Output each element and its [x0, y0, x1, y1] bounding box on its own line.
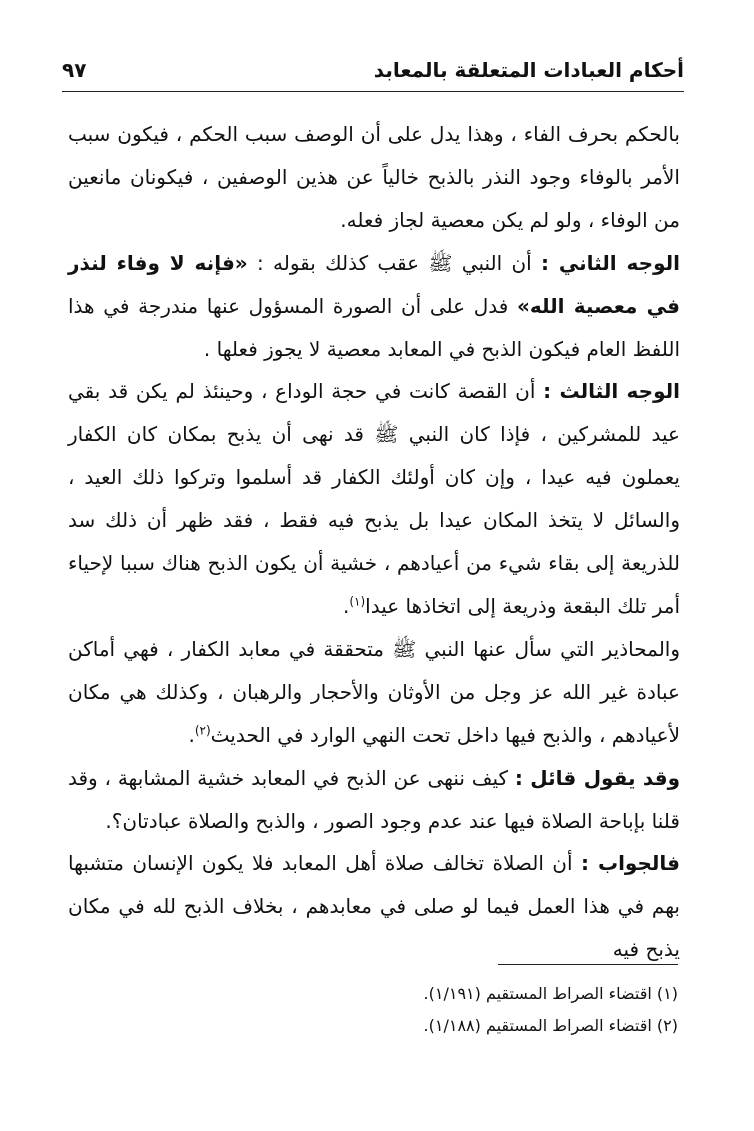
paragraph-5-lead: وقد يقول قائل :	[514, 765, 680, 790]
footnotes	[178, 978, 678, 1042]
paragraph-2-text-1: أن النبي ﷺ عقب كذلك بقوله :	[247, 250, 541, 275]
page-header	[62, 56, 684, 94]
paragraph-3-lead: الوجه الثالث :	[543, 379, 681, 404]
footnote-ref-2: (٢)	[194, 723, 211, 738]
footnote-ref-1: (١)	[349, 594, 366, 609]
running-title: أحكام العبادات المتعلقة بالمعابد	[373, 58, 684, 82]
hadith-quote: «فإنه لا وفاء لنذر في معصية الله»	[68, 250, 681, 318]
paragraph-5	[68, 757, 680, 843]
paragraph-4	[68, 628, 680, 757]
footnote-rule	[498, 964, 678, 965]
paragraph-4-text: والمحاذير التي سأل عنها النبي ﷺ متحققة في معابد الكفار ، فهي أماكن عبادة غير الله عز وجل من الأوثان والأحجار والرهبان ، وكذلك هي مكان لأعيادهم ، والذبح فيها داخل تحت النهي الوارد في الحديث	[68, 636, 680, 747]
paragraph-2-lead: الوجه الثاني :	[541, 250, 681, 275]
paragraph-6-lead: فالجواب :	[580, 851, 680, 876]
paragraph-3	[68, 370, 680, 627]
header-rule	[62, 91, 684, 92]
paragraph-6	[68, 842, 680, 971]
paragraph-4-end: .	[188, 722, 195, 747]
footnote-2: (٢) اقتضاء الصراط المستقيم (١/١٨٨).	[423, 1016, 678, 1035]
paragraph-1	[68, 113, 680, 242]
paragraph-1-text: بالحكم بحرف الفاء ، وهذا يدل على أن الوصف سبب الحكم ، فيكون سبب الأمر بالوفاء وجود النذر بالذبح خالياً عن هذين الوصفين ، فيكونان مانعين من الوفاء ، ولو لم يكن معصية لجاز فعله.	[68, 122, 680, 232]
paragraph-3-text: أن القصة كانت في حجة الوداع ، وحينئذ لم يكن قد بقي عيد للمشركين ، فإذا كان النبي ﷺ قد نهى أن يذبح بمكان كان الكفار يعملون فيه عيدا ، وإن كان أولئك الكفار قد أسلموا وتركوا ذلك العيد ، والسائل لا يتخذ المكان عيدا بل يذبح فيه فقط ، فقد ظهر أن ذلك سد للذريعة إلى بقاء شيء من أعيادهم ، خشية أن يكون الذبح هناك سببا لإحياء أمر تلك البقعة وذريعة إلى اتخاذها عيدا	[68, 379, 680, 618]
paragraph-5-text: كيف ننهى عن الذبح في المعابد خشية المشابهة ، وقد قلنا بإباحة الصلاة فيها عند عدم وجود الصور ، والذبح والصلاة عبادتان؟.	[68, 765, 680, 833]
paragraph-2-text-2: فدل على أن الصورة المسؤول عنها مندرجة في هذا اللفظ العام فيكون الذبح في المعابد معصية لا يجوز فعلها .	[68, 293, 680, 361]
footnote-1: (١) اقتضاء الصراط المستقيم (١/١٩١).	[423, 984, 678, 1003]
paragraph-6-text: أن الصلاة تخالف صلاة أهل المعابد فلا يكون الإنسان متشبها بهم في هذا العمل فيما لو صلى في معابدهم ، بخلاف الذبح لله في مكان يذبح فيه	[68, 851, 680, 962]
body-text	[68, 113, 680, 971]
paragraph-3-end: .	[342, 593, 350, 618]
paragraph-2	[68, 242, 680, 371]
page-number: ٩٧	[62, 58, 87, 82]
